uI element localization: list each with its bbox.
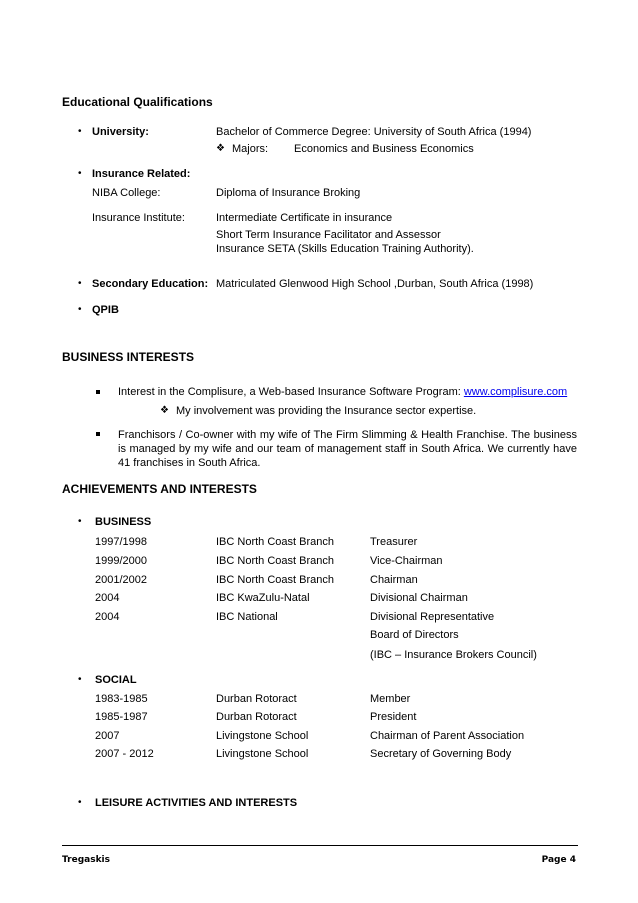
- table-cell-year: 1985-1987: [95, 711, 148, 723]
- bullet-icon: •: [78, 674, 82, 685]
- university-label: University:: [92, 126, 149, 138]
- table-cell-year: 2004: [95, 592, 120, 604]
- table-cell-org: Livingstone School: [216, 748, 309, 760]
- business-label: BUSINESS: [95, 516, 152, 528]
- diamond-bullet-icon: ❖: [160, 405, 169, 416]
- diamond-bullet-icon: ❖: [216, 143, 225, 154]
- complisure-text: Interest in the Complisure, a Web-based Insurance Software Program:: [118, 386, 464, 398]
- square-bullet-icon: [96, 390, 100, 394]
- table-cell-role: Divisional Chairman: [370, 592, 468, 604]
- bullet-icon: •: [78, 126, 82, 137]
- complisure-involvement: My involvement was providing the Insurance sector expertise.: [176, 405, 477, 417]
- niba-value: Diploma of Insurance Broking: [216, 187, 361, 199]
- bullet-icon: •: [78, 168, 82, 179]
- table-cell-org: IBC North Coast Branch: [216, 574, 334, 586]
- table-cell-org: Durban Rotoract: [216, 693, 297, 705]
- table-cell-role: Treasurer: [370, 536, 418, 548]
- secondary-education-label: Secondary Education:: [92, 278, 209, 290]
- majors-label: Majors:: [232, 143, 269, 155]
- bullet-icon: •: [78, 304, 82, 315]
- square-bullet-icon: [96, 432, 100, 436]
- table-cell-year: 1983-1985: [95, 693, 148, 705]
- table-cell-year: 2004: [95, 611, 120, 623]
- table-cell-role: Chairman of Parent Association: [370, 730, 525, 742]
- social-label: SOCIAL: [95, 674, 137, 686]
- niba-label: NIBA College:: [92, 187, 161, 199]
- board-of-directors: Board of Directors: [370, 629, 459, 641]
- bullet-icon: •: [78, 516, 82, 527]
- footer-name: Tregaskis: [62, 855, 110, 865]
- business-item-complisure: [118, 386, 567, 398]
- table-cell-org: IBC National: [216, 611, 278, 623]
- table-cell-year: 1997/1998: [95, 536, 147, 548]
- table-cell-role: Vice-Chairman: [370, 555, 443, 567]
- ibc-definition: (IBC – Insurance Brokers Council): [370, 649, 537, 661]
- table-cell-year: 2007: [95, 730, 120, 742]
- qpib-label: QPIB: [92, 304, 119, 316]
- secondary-education-value: Matriculated Glenwood High School ,Durban, South Africa (1998): [216, 278, 534, 290]
- section-heading-education: Educational Qualifications: [62, 95, 213, 109]
- insurance-related-label: Insurance Related:: [92, 168, 191, 180]
- table-cell-org: Durban Rotoract: [216, 711, 297, 723]
- table-cell-role: Secretary of Governing Body: [370, 748, 512, 760]
- table-cell-role: Chairman: [370, 574, 418, 586]
- leisure-label: LEISURE ACTIVITIES AND INTERESTS: [95, 797, 298, 809]
- institute-value-3: Insurance SETA (Skills Education Training Authority).: [216, 243, 474, 255]
- institute-value-2: Short Term Insurance Facilitator and Assessor: [216, 229, 441, 241]
- table-cell-org: IBC North Coast Branch: [216, 555, 334, 567]
- university-value: Bachelor of Commerce Degree: University of South Africa (1994): [216, 126, 532, 138]
- bullet-icon: •: [78, 278, 82, 289]
- table-cell-role: Divisional Representative: [370, 611, 495, 623]
- table-cell-org: Livingstone School: [216, 730, 309, 742]
- complisure-link[interactable]: www.complisure.com: [463, 386, 568, 398]
- table-cell-org: IBC KwaZulu-Natal: [216, 592, 310, 604]
- table-cell-org: IBC North Coast Branch: [216, 536, 334, 548]
- table-cell-year: 1999/2000: [95, 555, 147, 567]
- footer-divider: [62, 845, 578, 846]
- table-cell-year: 2001/2002: [95, 574, 147, 586]
- institute-label: Insurance Institute:: [92, 212, 185, 224]
- footer-page-number: Page 4: [541, 855, 576, 865]
- business-item-franchise: Franchisors / Co-owner with my wife of The Firm Slimming & Health Franchise. The business is managed by my wife and our team of management staff in South Africa. We currently have 41 franchises in South Africa.: [118, 429, 577, 469]
- table-cell-role: President: [370, 711, 417, 723]
- table-cell-role: Member: [370, 693, 411, 705]
- bullet-icon: •: [78, 797, 82, 808]
- institute-value-1: Intermediate Certificate in insurance: [216, 212, 393, 224]
- table-cell-year: 2007 - 2012: [95, 748, 154, 760]
- majors-value: Economics and Business Economics: [294, 143, 474, 155]
- section-heading-achievements: ACHIEVEMENTS AND INTERESTS: [62, 482, 257, 496]
- section-heading-business: BUSINESS INTERESTS: [62, 350, 195, 364]
